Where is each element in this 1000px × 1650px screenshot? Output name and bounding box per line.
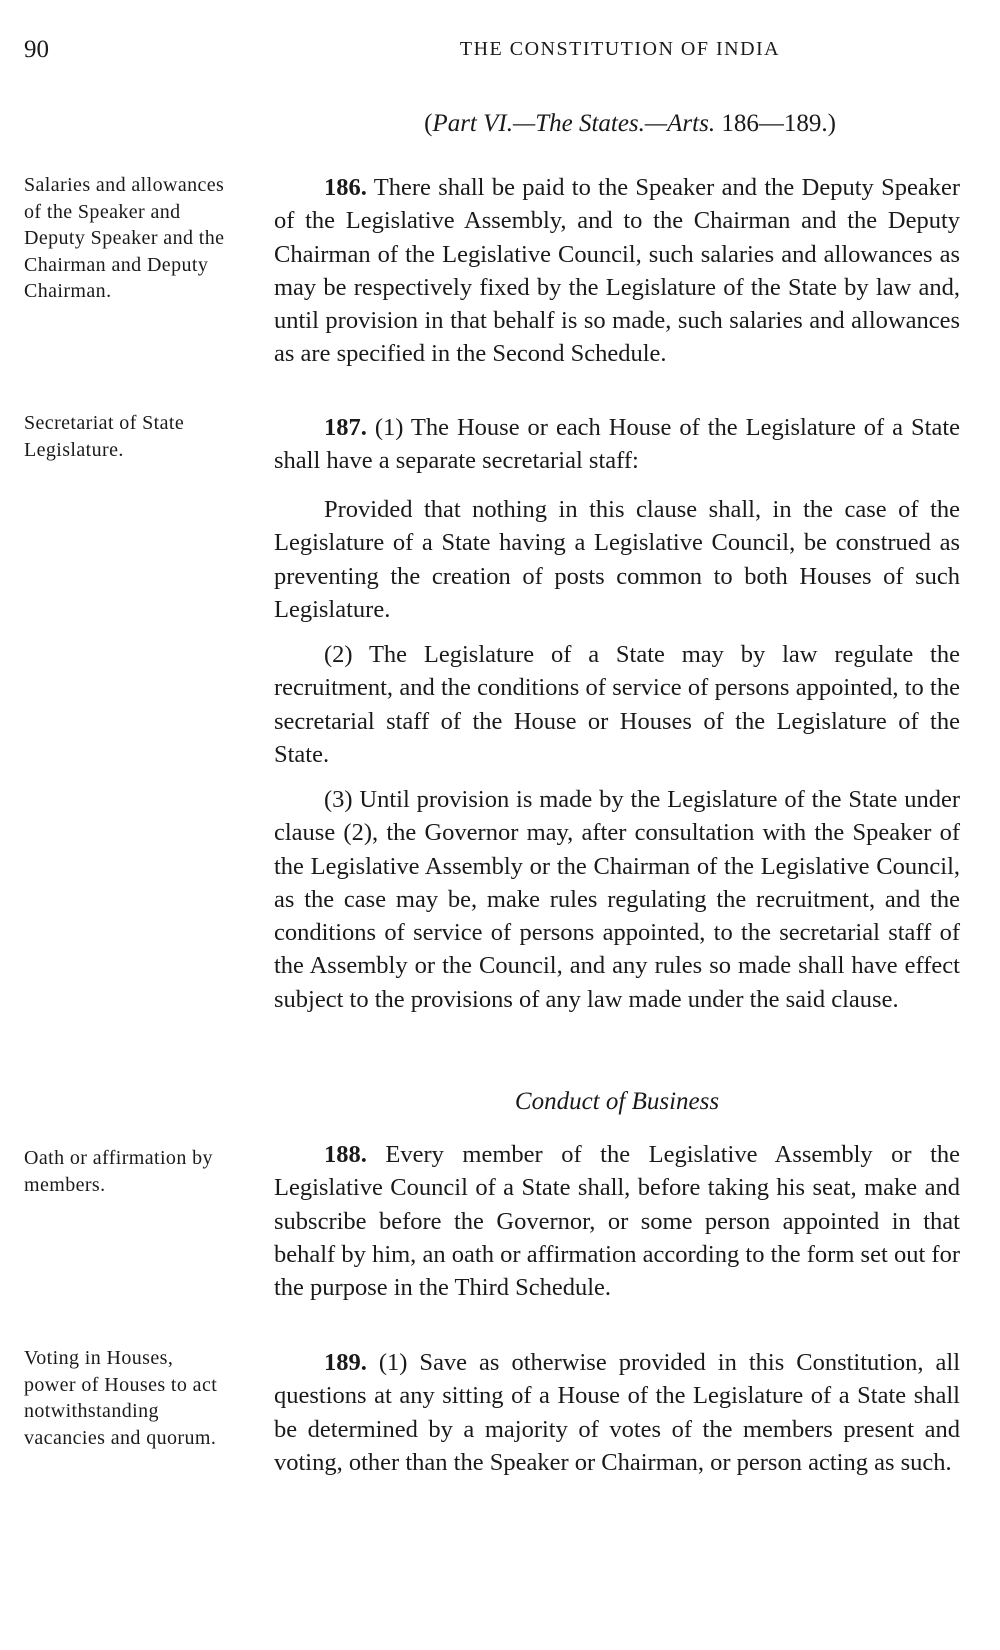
clause-text: (1) Save as otherwise provided in this Constitution, all questions at any sitting of a House of the Legislature of a State shall be determined by a majority of votes of the members present and voting, other than the Speaker or Chairman, or person acting as such. — [274, 1349, 961, 1476]
margin-note-art187: Secretariat of State Legislature. — [24, 412, 185, 461]
proviso-paragraph: Provided that nothing in this clause shall, in the case of the Legislature of a State having a Legislative Council, be construed as preventing the creation of posts common to both Houses of such Legislature. — [274, 496, 960, 623]
section-heading: Conduct of Business — [514, 1088, 720, 1115]
clause-3-paragraph: (3) Until provision is made by the Legislature of the State under clause (2), the Governor may, after consultation with the Speaker of the Legislative Assembly or the Chairman of the Legislative Council, as the case may be, make rules regulating the recruitment, and the conditions of service of persons appointed, to the secretarial staff of the Assembly or the Council, and any rules so made shall have effect subject to the provisions of any law made under the said clause. — [274, 786, 960, 1013]
article-number: 186. — [324, 174, 367, 201]
article-188 — [274, 1138, 960, 1304]
running-title: THE CONSTITUTION OF INDIA — [459, 38, 781, 60]
part-heading-label: Part VI.—The States.—Arts. — [432, 110, 716, 137]
article-number: 187. — [324, 414, 367, 441]
article-187 — [274, 411, 960, 478]
margin-note-art186: Salaries and allowances of the Speaker and Deputy Speaker and the Chairman and Deputy Chairman. — [24, 174, 225, 302]
clause-2-paragraph: (2) The Legislature of a State may by law regulate the recruitment, and the conditions of service of persons appointed, to the secretarial staff of the House or Houses of the Legislature of the State. — [274, 641, 960, 768]
margin-note-art189: Voting in Houses, power of Houses to act notwithstanding vacancies and quorum. — [24, 1347, 218, 1449]
page-number: 90 — [24, 36, 49, 63]
article-188-paragraph — [274, 1138, 960, 1304]
part-heading: (Part VI.—The States.—Arts. 186—189.) — [424, 110, 836, 137]
part-heading-range: 186—189. — [721, 110, 828, 137]
article-number: 189. — [324, 1349, 367, 1376]
article-189-clause-1 — [274, 1346, 960, 1479]
article-187-clause-2 — [274, 638, 960, 771]
article-186-paragraph — [274, 171, 960, 371]
margin-note-art188: Oath or affirmation by members. — [24, 1147, 213, 1196]
article-189 — [274, 1346, 960, 1479]
article-187-clause-3 — [274, 783, 960, 1016]
article-text: There shall be paid to the Speaker and the Deputy Speaker of the Legislative Assembly, and to the Chairman and the Deputy Chairman of the Legislative Council, such salaries and allowances as may be respectively fixed by the Legislature of the State by law and, until provision in that behalf is so made, such salaries and allowances as are specified in the Second Schedule. — [274, 174, 960, 368]
article-187-clause-1 — [274, 411, 960, 478]
article-186 — [274, 171, 960, 371]
article-number: 188. — [324, 1141, 367, 1168]
clause-text: (1) The House or each House of the Legislature of a State shall have a separate secretarial staff: — [274, 414, 960, 475]
article-187-proviso — [274, 493, 960, 626]
article-text: Every member of the Legislative Assembly or the Legislative Council of a State shall, before taking his seat, make and subscribe before the Governor, or some person appointed in that behalf by him, an oath or affirmation according to the form set out for the purpose in the Third Schedule. — [274, 1141, 961, 1302]
